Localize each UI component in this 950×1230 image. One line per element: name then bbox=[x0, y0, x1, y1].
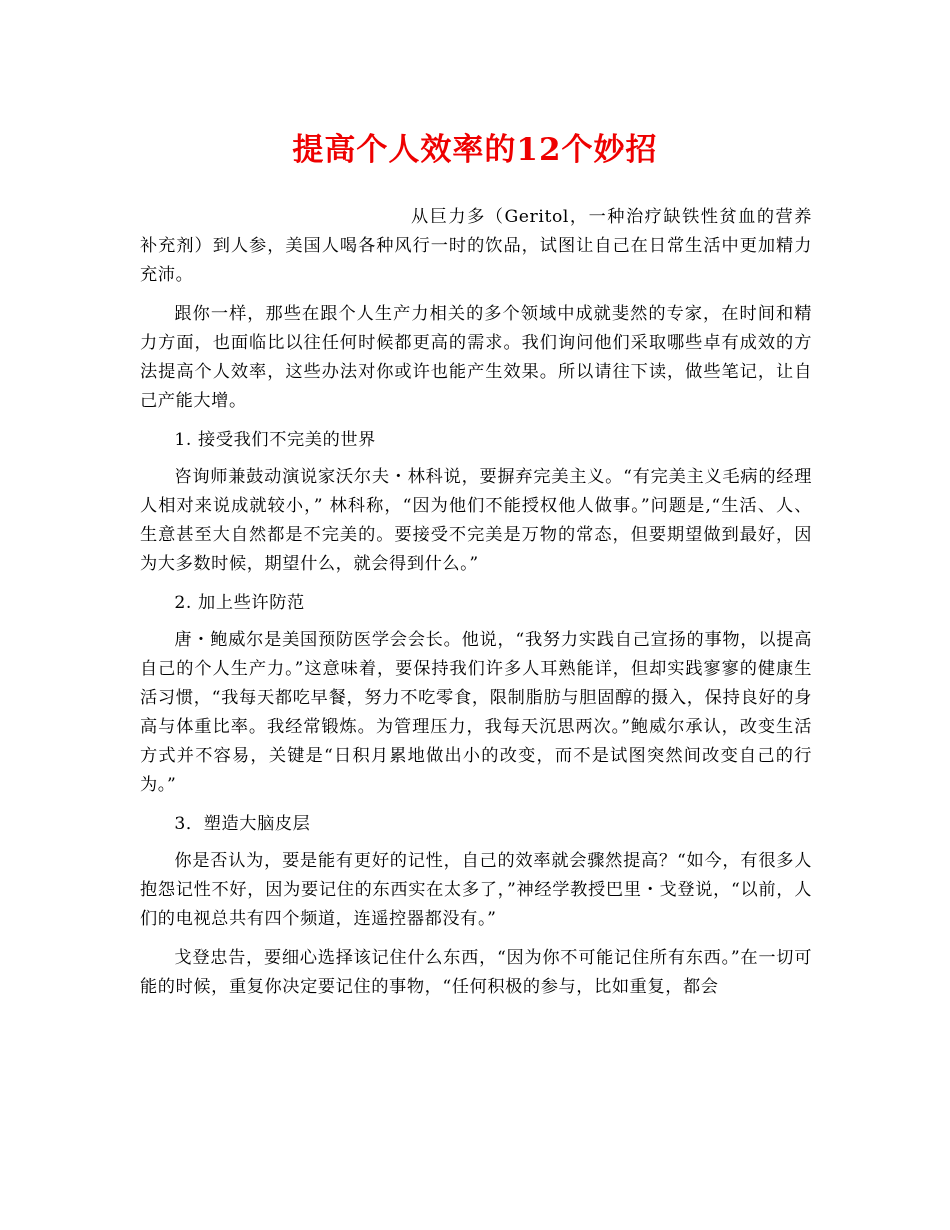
tip-3-heading: 3．塑造大脑皮层 bbox=[174, 814, 311, 834]
tip-1-heading: 1. 接受我们不完美的世界 bbox=[174, 430, 376, 450]
tip-1-paragraph: 咨询师兼鼓动演说家沃尔夫・林科说，要摒弃完美主义。“有完美主义毛病的经理人相对来说成就较小，” 林科称，“因为他们不能授权他人做事。”问题是,“生活、人、生意甚至大自然都是不完美的。要接受不完美是万物的常态，但要期望做到最好，因为大多数时候，期望什么，就会得到什么。” bbox=[140, 467, 812, 574]
tip-3-paragraph-2: 戈登忠告，要细心选择该记住什么东西，“因为你不可能记住所有东西。”在一切可能的时候，重复你决定要记住的事物，“任何积极的参与，比如重复，都会 bbox=[140, 948, 812, 997]
tip-2-heading: 2. 加上些许防范 bbox=[174, 593, 305, 613]
tip-3-paragraph-1: 你是否认为，要是能有更好的记性，自己的效率就会骤然提高？“如今，有很多人抱怨记性不好，因为要记住的东西实在太多了，”神经学教授巴里・戈登说，“以前，人们的电视总共有四个频道，连遥控器都没有。” bbox=[140, 851, 812, 929]
tip-2-paragraph: 唐・鲍威尔是美国预防医学会会长。他说，“我努力实践自己宣扬的事物，以提高自己的个人生产力。”这意味着，要保持我们许多人耳熟能详，但却实践寥寥的健康生活习惯，“我每天都吃早餐，努力不吃零食，限制脂肪与胆固醇的摄入，保持良好的身高与体重比率。我经常锻炼。为管理压力，我每天沉思两次。”鲍威尔承认，改变生活方式并不容易，关键是“日积月累地做出小的改变，而不是试图突然间改变自己的行为。” bbox=[140, 630, 812, 795]
intro-paragraph-2: 跟你一样，那些在跟个人生产力相关的多个领域中成就斐然的专家，在时间和精力方面，也面临比以往任何时候都更高的需求。我们询问他们采取哪些卓有成效的方法提高个人效率，这些办法对你或许也能产生效果。所以请往下读，做些笔记，让自己产能大增。 bbox=[140, 304, 812, 411]
intro-paragraph-1: 从巨力多（Geritol，一种治疗缺铁性贫血的营养补充剂）到人参，美国人喝各种风行一时的饮品，试图让自己在日常生活中更加精力充沛。 bbox=[140, 207, 812, 285]
document-title: 提高个人效率的12个妙招 bbox=[292, 132, 658, 168]
document-body bbox=[140, 203, 812, 1012]
